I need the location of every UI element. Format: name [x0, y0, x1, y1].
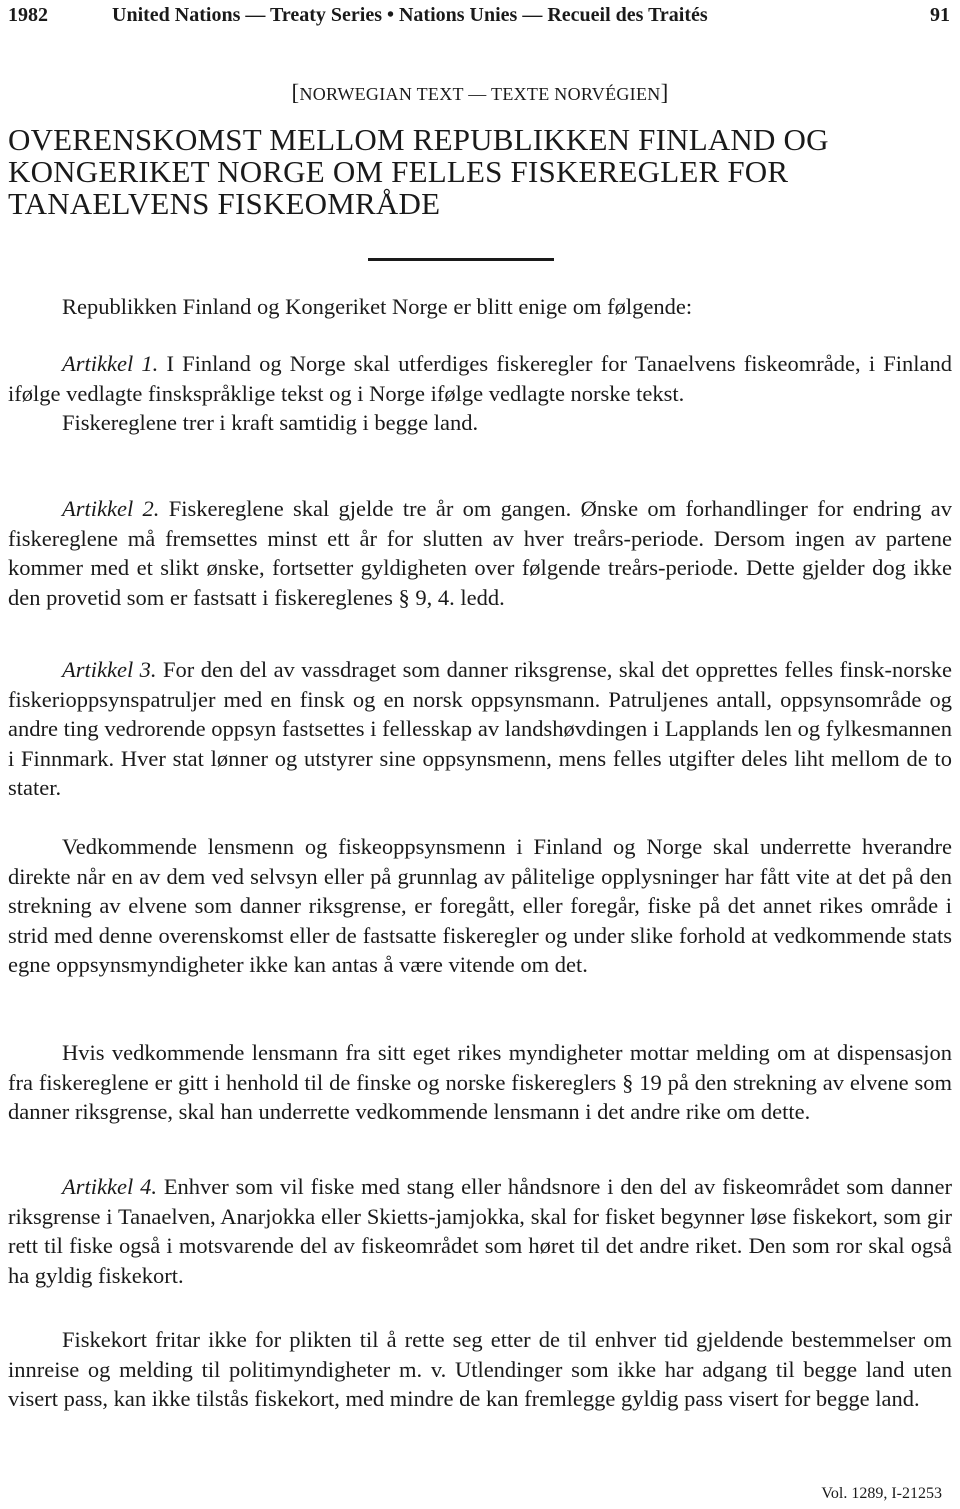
article-3	[8, 655, 952, 803]
title-divider	[368, 258, 554, 261]
article-4	[8, 1172, 952, 1290]
article-1-paragraph-2: Fiskereglene trer i kraft samtidig i begge land.	[62, 410, 479, 435]
article-2	[8, 494, 952, 612]
article-1-label: Artikkel 1.	[62, 351, 159, 376]
header-year: 1982	[8, 4, 48, 26]
preamble-block	[8, 292, 952, 322]
article-4-paragraph: Artikkel 4. Enhver som vil fiske med stang eller håndsnore i den del av fiskeområdet som danner riksgrense i Tanaelven, Anarjokka eller Skietts-jamjokka, skal for fisket begynner løse fiskekort, som gir rett til fiske også i motsvarende del av fiskeområdet som høret til det andre riket. Den som ror skal også ha gyldig fiskekort.	[8, 1174, 953, 1288]
title-line: KONGERIKET NORGE OM FELLES FISKEREGLER FOR	[8, 154, 789, 189]
header-series-title: United Nations — Treaty Series • Nations Unies — Recueil des Traités	[112, 4, 708, 26]
article-3-paragraph-2: Vedkommende lensmenn og fiskeoppsynsmenn i Finland og Norge skal underrette hverandre direkte når en av dem ved selvsyn eller på grunnlag av pålitelige opplysninger har fått vite at det på den strekning av elvene som danner riksgrense, er foregått, eller foregår, fiske på det annet rikes område i strid med denne overenskomst eller de fastsatte fiskeregler og under slike forhold at vedkommende stats egne oppsynsmyndigheter ikke kan antas å være vitende om det.	[8, 834, 952, 977]
running-header	[8, 2, 950, 28]
article-1-paragraph: Artikkel 1. I Finland og Norge skal utferdiges fiskeregler for Tanaelvens fiskeområde, i Finland ifølge vedlagte finskspråklige tekst og i Norge ifølge vedlagte norske tekst.	[8, 351, 953, 406]
article-3-label: Artikkel 3.	[62, 657, 157, 682]
page-number: 91	[930, 4, 950, 26]
article-4-paragraph-2: Fiskekort fritar ikke for plikten til å rette seg etter de til enhver tid gjeldende bestemmelser om innreise og melding til politimyndigheter m. v. Utlendinger som ikke har adgang til begge land uten visert pass, kan ikke tilstås fiskekort, med mindre de kan fremlegge gyldig pass visert for begge land.	[8, 1327, 952, 1411]
article-3-paragraph-3: Hvis vedkommende lensmann fra sitt eget rikes myndigheter mottar melding om at dispensasjon fra fiskereglene er gitt i henhold til de finske og norske fiskereglers § 19 på den strekning av elvene som danner riksgrense, skal han underrette vedkommende lensmann i det andre rike om dette.	[8, 1040, 952, 1124]
article-1	[8, 349, 952, 438]
article-2-paragraph: Artikkel 2. Fiskereglene skal gjelde tre år om gangen. Ønske om forhandlinger for endring av fiskereglene må fremsettes minst ett år for slutten av hver treårs-periode. Dersom ingen av partene kommer med et slikt ønske, fortsetter gyldigheten over følgende treårs-periode. Dette gjelder dog ikke den provetid som er fastsatt i fiskereglenes § 9, 4. ledd.	[8, 496, 953, 610]
language-label-text: NORWEGIAN TEXT — TEXTE NORVÉGIEN	[299, 84, 661, 104]
title-line: OVERENSKOMST MELLOM REPUBLIKKEN FINLAND OG	[8, 122, 829, 157]
title-line: TANAELVENS FISKEOMRÅDE	[8, 186, 441, 221]
article-4-paragraph-2-block	[8, 1325, 952, 1414]
article-4-label: Artikkel 4.	[62, 1174, 157, 1199]
volume-reference: Vol. 1289, I-21253	[821, 1485, 942, 1502]
article-2-label: Artikkel 2.	[62, 496, 160, 521]
language-label: [NORWEGIAN TEXT — TEXTE NORVÉGIEN]	[291, 80, 669, 105]
article-3-paragraph-3-block	[8, 1038, 952, 1127]
article-3-paragraph-2-block	[8, 832, 952, 980]
preamble: Republikken Finland og Kongeriket Norge er blitt enige om følgende:	[62, 294, 693, 319]
document-title	[8, 124, 952, 220]
article-3-paragraph: Artikkel 3. For den del av vassdraget som danner riksgrense, skal det opprettes felles finsk-norske fiskerioppsynspatruljer med en finsk og en norsk oppsynsmann. Patruljenes antall, oppsynsområde og andre ting vedrorende oppsyn fastsettes i fellesskap av landshøvdingen i Lapplands len og fylkesmannen i Finnmark. Hver stat lønner og utstyrer sine oppsynsmenn, mens felles utgifter deles liht mellom de to stater.	[8, 657, 953, 800]
